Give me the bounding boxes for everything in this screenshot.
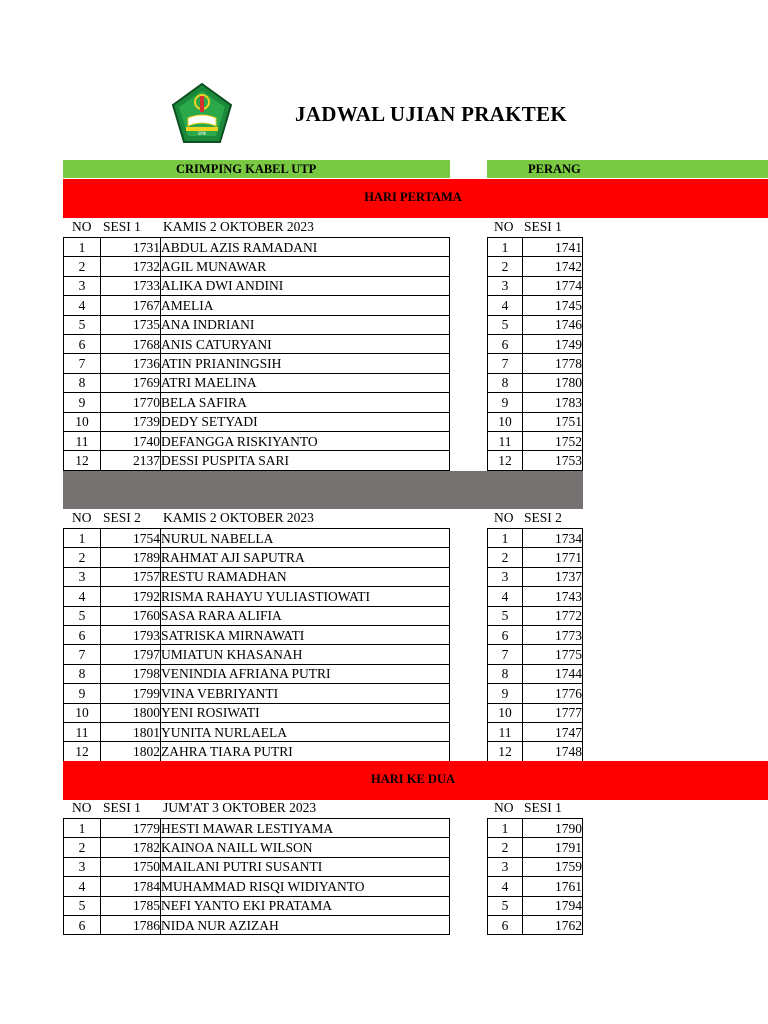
participant-id: 1780 <box>523 373 583 392</box>
table-row <box>488 373 583 392</box>
row-number: 9 <box>488 393 523 412</box>
participant-id: 1759 <box>523 857 583 876</box>
row-number: 12 <box>64 451 101 470</box>
participant-id: 1775 <box>523 645 583 664</box>
schedule-table-left-1 <box>63 237 450 471</box>
participant-id: 1801 <box>101 722 161 741</box>
row-number: 5 <box>64 896 101 915</box>
participant-id: 1733 <box>101 276 161 295</box>
row-number: 9 <box>488 684 523 703</box>
participant-id: 1783 <box>523 393 583 412</box>
table-row <box>488 334 583 353</box>
row-number: 7 <box>488 354 523 373</box>
schedule-table-right-3 <box>487 818 583 935</box>
participant-id: 1770 <box>101 393 161 412</box>
participant-id: 1777 <box>523 703 583 722</box>
table-row <box>488 587 583 606</box>
school-logo <box>170 82 234 146</box>
col-no-label: NO <box>72 800 92 815</box>
row-number: 10 <box>488 703 523 722</box>
table-row <box>64 276 450 295</box>
table-row <box>64 857 450 876</box>
table-row <box>64 587 450 606</box>
table-row <box>64 896 450 915</box>
participant-name: DEFANGGA RISKIYANTO <box>161 431 450 450</box>
table-row <box>64 257 450 276</box>
participant-name: SASA RARA ALIFIA <box>161 606 450 625</box>
table-row <box>488 819 583 838</box>
participant-id: 1735 <box>101 315 161 334</box>
participant-id: 1760 <box>101 606 161 625</box>
table-row <box>64 625 450 644</box>
table-row <box>488 722 583 741</box>
table-row <box>488 625 583 644</box>
row-number: 1 <box>488 238 523 257</box>
participant-id: 1791 <box>523 838 583 857</box>
right-section-header-label: PERANG <box>528 162 581 176</box>
participant-id: 1762 <box>523 915 583 934</box>
table-row <box>488 684 583 703</box>
table-row <box>64 684 450 703</box>
table-row <box>488 896 583 915</box>
row-number: 10 <box>64 412 101 431</box>
row-number: 10 <box>488 412 523 431</box>
row-number: 1 <box>64 238 101 257</box>
row-number: 1 <box>64 529 101 548</box>
row-number: 3 <box>64 857 101 876</box>
col-sesi-label: SESI 1 <box>524 800 562 815</box>
col-no-label: NO <box>494 800 514 815</box>
table-row <box>64 451 450 470</box>
table-row <box>488 354 583 373</box>
participant-id: 1785 <box>101 896 161 915</box>
participant-id: 1757 <box>101 567 161 586</box>
row-number: 1 <box>488 529 523 548</box>
row-number: 4 <box>488 877 523 896</box>
table-row <box>64 567 450 586</box>
right-section-header <box>487 160 768 178</box>
table-row <box>488 238 583 257</box>
participant-id: 1743 <box>523 587 583 606</box>
participant-name: DESSI PUSPITA SARI <box>161 451 450 470</box>
participant-id: 1761 <box>523 877 583 896</box>
row-number: 11 <box>64 431 101 450</box>
table-row <box>64 315 450 334</box>
row-number: 6 <box>64 334 101 353</box>
row-number: 1 <box>64 819 101 838</box>
row-number: 3 <box>488 567 523 586</box>
participant-id: 1748 <box>523 742 583 761</box>
participant-name: ANIS CATURYANI <box>161 334 450 353</box>
participant-id: 2137 <box>101 451 161 470</box>
participant-id: 1749 <box>523 334 583 353</box>
participant-id: 1773 <box>523 625 583 644</box>
participant-name: RAHMAT AJI SAPUTRA <box>161 548 450 567</box>
row-number: 11 <box>64 722 101 741</box>
participant-id: 1753 <box>523 451 583 470</box>
table-row <box>488 296 583 315</box>
participant-id: 1768 <box>101 334 161 353</box>
row-number: 12 <box>64 742 101 761</box>
participant-id: 1778 <box>523 354 583 373</box>
participant-name: ALIKA DWI ANDINI <box>161 276 450 295</box>
row-number: 11 <box>488 431 523 450</box>
row-number: 4 <box>64 877 101 896</box>
participant-name: ZAHRA TIARA PUTRI <box>161 742 450 761</box>
section-1-header-right <box>487 219 607 236</box>
table-row <box>488 276 583 295</box>
participant-name: SATRISKA MIRNAWATI <box>161 625 450 644</box>
table-row <box>64 529 450 548</box>
table-row <box>488 645 583 664</box>
row-number: 4 <box>64 296 101 315</box>
participant-id: 1767 <box>101 296 161 315</box>
session-separator <box>63 471 583 509</box>
table-row <box>64 606 450 625</box>
table-row <box>64 412 450 431</box>
participant-id: 1790 <box>523 819 583 838</box>
participant-id: 1745 <box>523 296 583 315</box>
row-number: 4 <box>488 296 523 315</box>
participant-name: ANA INDRIANI <box>161 315 450 334</box>
participant-id: 1793 <box>101 625 161 644</box>
col-no-label: NO <box>494 510 514 525</box>
participant-id: 1732 <box>101 257 161 276</box>
table-row <box>488 315 583 334</box>
table-row <box>64 334 450 353</box>
participant-id: 1731 <box>101 238 161 257</box>
schedule-table-left-3 <box>63 818 450 935</box>
participant-name: AGIL MUNAWAR <box>161 257 450 276</box>
participant-id: 1794 <box>523 896 583 915</box>
table-row <box>488 838 583 857</box>
table-row <box>64 703 450 722</box>
col-sesi-label: SESI 2 <box>103 510 141 525</box>
row-number: 8 <box>488 373 523 392</box>
row-number: 5 <box>488 896 523 915</box>
row-number: 5 <box>64 606 101 625</box>
participant-id: 1772 <box>523 606 583 625</box>
row-number: 2 <box>488 838 523 857</box>
participant-name: MAILANI PUTRI SUSANTI <box>161 857 450 876</box>
table-row <box>488 431 583 450</box>
table-row <box>64 877 450 896</box>
table-row <box>64 915 450 934</box>
section-3-header-left <box>63 800 463 817</box>
participant-id: 1771 <box>523 548 583 567</box>
row-number: 5 <box>488 315 523 334</box>
col-sesi-label: SESI 1 <box>103 800 141 815</box>
participant-id: 1774 <box>523 276 583 295</box>
table-row <box>488 664 583 683</box>
participant-name: MUHAMMAD RISQI WIDIYANTO <box>161 877 450 896</box>
table-row <box>64 819 450 838</box>
table-row <box>64 548 450 567</box>
participant-name: YENI ROSIWATI <box>161 703 450 722</box>
row-number: 1 <box>488 819 523 838</box>
left-section-header-label: CRIMPING KABEL UTP <box>176 162 317 176</box>
participant-id: 1769 <box>101 373 161 392</box>
row-number: 9 <box>64 393 101 412</box>
row-number: 11 <box>488 722 523 741</box>
row-number: 2 <box>488 257 523 276</box>
day-banner-2: HARI KE DUA <box>63 761 768 800</box>
participant-name: RISMA RAHAYU YULIASTIOWATI <box>161 587 450 606</box>
participant-id: 1751 <box>523 412 583 431</box>
page-title: JADWAL UJIAN PRAKTEK <box>295 102 568 126</box>
table-row <box>488 915 583 934</box>
participant-id: 1744 <box>523 664 583 683</box>
table-row <box>64 838 450 857</box>
participant-name: DEDY SETYADI <box>161 412 450 431</box>
row-number: 2 <box>64 257 101 276</box>
participant-id: 1784 <box>101 877 161 896</box>
row-number: 2 <box>64 838 101 857</box>
participant-id: 1740 <box>101 431 161 450</box>
row-number: 7 <box>64 354 101 373</box>
schedule-table-right-2 <box>487 528 583 762</box>
participant-id: 1779 <box>101 819 161 838</box>
left-section-header <box>63 160 450 178</box>
day-banner-1: HARI PERTAMA <box>63 179 768 218</box>
participant-name: YUNITA NURLAELA <box>161 722 450 741</box>
table-row <box>488 877 583 896</box>
row-number: 12 <box>488 742 523 761</box>
col-sesi-label: SESI 1 <box>524 219 562 234</box>
section-2-header-left <box>63 510 463 527</box>
participant-id: 1789 <box>101 548 161 567</box>
table-row <box>64 664 450 683</box>
section-date: KAMIS 2 OKTOBER 2023 <box>163 219 314 234</box>
table-row <box>64 722 450 741</box>
section-date: KAMIS 2 OKTOBER 2023 <box>163 510 314 525</box>
table-row <box>64 238 450 257</box>
participant-name: UMIATUN KHASANAH <box>161 645 450 664</box>
participant-name: VENINDIA AFRIANA PUTRI <box>161 664 450 683</box>
table-row <box>488 606 583 625</box>
participant-name: BELA SAFIRA <box>161 393 450 412</box>
table-row <box>64 645 450 664</box>
row-number: 3 <box>64 567 101 586</box>
table-row <box>488 703 583 722</box>
row-number: 12 <box>488 451 523 470</box>
schedule-table-left-2 <box>63 528 450 762</box>
row-number: 8 <box>488 664 523 683</box>
row-number: 5 <box>488 606 523 625</box>
participant-name: NIDA NUR AZIZAH <box>161 915 450 934</box>
participant-name: RESTU RAMADHAN <box>161 567 450 586</box>
participant-id: 1746 <box>523 315 583 334</box>
participant-id: 1750 <box>101 857 161 876</box>
section-date: JUM'AT 3 OKTOBER 2023 <box>163 800 317 815</box>
section-3-header-right <box>487 800 607 817</box>
col-no-label: NO <box>494 219 514 234</box>
table-row <box>488 412 583 431</box>
participant-id: 1737 <box>523 567 583 586</box>
row-number: 4 <box>64 587 101 606</box>
col-no-label: NO <box>72 510 92 525</box>
participant-id: 1734 <box>523 529 583 548</box>
table-row <box>488 393 583 412</box>
row-number: 3 <box>64 276 101 295</box>
section-1-header-left <box>63 219 463 236</box>
participant-name: NURUL NABELLA <box>161 529 450 548</box>
participant-name: ABDUL AZIS RAMADANI <box>161 238 450 257</box>
table-row <box>488 857 583 876</box>
participant-name: NEFI YANTO EKI PRATAMA <box>161 896 450 915</box>
participant-id: 1754 <box>101 529 161 548</box>
row-number: 6 <box>488 915 523 934</box>
row-number: 3 <box>488 276 523 295</box>
col-no-label: NO <box>72 219 92 234</box>
table-row <box>488 529 583 548</box>
row-number: 8 <box>64 664 101 683</box>
row-number: 4 <box>488 587 523 606</box>
participant-name: ATRI MAELINA <box>161 373 450 392</box>
table-row <box>488 257 583 276</box>
participant-id: 1799 <box>101 684 161 703</box>
participant-id: 1782 <box>101 838 161 857</box>
row-number: 7 <box>488 645 523 664</box>
participant-id: 1747 <box>523 722 583 741</box>
participant-name: KAINOA NAILL WILSON <box>161 838 450 857</box>
participant-id: 1739 <box>101 412 161 431</box>
row-number: 3 <box>488 857 523 876</box>
participant-id: 1802 <box>101 742 161 761</box>
table-row <box>64 354 450 373</box>
row-number: 2 <box>488 548 523 567</box>
table-row <box>64 742 450 761</box>
participant-name: ATIN PRIANINGSIH <box>161 354 450 373</box>
row-number: 6 <box>64 915 101 934</box>
row-number: 6 <box>488 625 523 644</box>
participant-id: 1742 <box>523 257 583 276</box>
participant-id: 1800 <box>101 703 161 722</box>
row-number: 6 <box>488 334 523 353</box>
table-row <box>488 548 583 567</box>
table-row <box>488 567 583 586</box>
col-sesi-label: SESI 2 <box>524 510 562 525</box>
table-row <box>488 451 583 470</box>
row-number: 6 <box>64 625 101 644</box>
table-row <box>64 373 450 392</box>
row-number: 2 <box>64 548 101 567</box>
row-number: 7 <box>64 645 101 664</box>
participant-id: 1752 <box>523 431 583 450</box>
row-number: 5 <box>64 315 101 334</box>
participant-id: 1792 <box>101 587 161 606</box>
table-row <box>64 393 450 412</box>
participant-id: 1741 <box>523 238 583 257</box>
col-sesi-label: SESI 1 <box>103 219 141 234</box>
table-row <box>64 296 450 315</box>
participant-name: HESTI MAWAR LESTIYAMA <box>161 819 450 838</box>
participant-id: 1798 <box>101 664 161 683</box>
participant-name: VINA VEBRIYANTI <box>161 684 450 703</box>
schedule-table-right-1 <box>487 237 583 471</box>
participant-id: 1776 <box>523 684 583 703</box>
participant-name: AMELIA <box>161 296 450 315</box>
table-row <box>488 742 583 761</box>
row-number: 10 <box>64 703 101 722</box>
row-number: 9 <box>64 684 101 703</box>
svg-text:SMK: SMK <box>197 131 207 136</box>
row-number: 8 <box>64 373 101 392</box>
section-2-header-right <box>487 510 607 527</box>
participant-id: 1786 <box>101 915 161 934</box>
table-row <box>64 431 450 450</box>
participant-id: 1736 <box>101 354 161 373</box>
participant-id: 1797 <box>101 645 161 664</box>
